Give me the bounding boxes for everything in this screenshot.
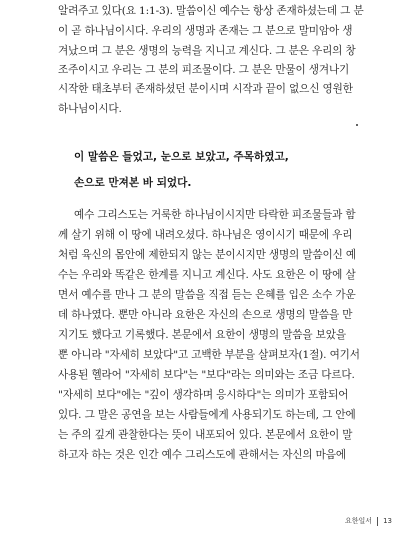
paragraph1-line: 알려주고 있다(요 1:1-3). 말씀이신 예수는 항상 존재하셨는데 그 분 (58, 5, 364, 17)
paragraph1-line: 하나님이시다. (58, 103, 122, 115)
paragraph1-line: 겨났으며 그 분은 생명의 능력을 지니고 계신다. 그 분은 우리의 창 (58, 45, 356, 57)
paragraph2-line: 뿐 아니라 "자세히 보았다"고 고백한 부분을 살펴보자(1절). 여기서 (58, 349, 360, 361)
footer-divider (377, 517, 378, 526)
paragraph1-line: 조주이시고 우리는 그 분의 피조물이다. 그 분은 만물이 생겨나기 (58, 64, 350, 76)
paragraph1-line: 시작한 태초부터 존재하셨던 분이시며 시작과 끝이 없으신 영원한 (58, 83, 353, 95)
paragraph2-line: 하고자 하는 것은 인간 예수 그리스도에 관해서는 자신의 마음에 (58, 449, 346, 461)
paragraph2-line: 는 주의 깊게 관찰한다는 뜻이 내포되어 있다. 본문에서 요한이 말 (58, 429, 353, 441)
running-title: 요한일서 (345, 517, 373, 525)
paragraph2-line: 처럼 육신의 몸안에 제한되지 않는 분이시지만 생명의 말씀이신 예 (58, 249, 356, 261)
paragraph2-line: 사용된 헬라어 "자세히 보다"는 "보다"라는 의미와는 조금 다르다. (58, 369, 355, 381)
paragraph2-line: 데 하나였다. 뿐만 아니라 요한은 자신의 손으로 생명의 말씀을 만 (58, 309, 353, 321)
paragraph2-line: 면서 예수를 만나 그 분의 말씀을 직접 듣는 은혜를 입은 소수 가운 (58, 289, 356, 301)
section-heading-line: 이 말씀은 들었고, 눈으로 보았고, 주목하였고, (74, 151, 289, 163)
paragraph2-line: 께 살기 위해 이 땅에 내려오셨다. 하나님은 영이시기 때문에 우리 (58, 229, 353, 241)
paragraph2-line: 수는 우리와 똑같은 한계를 지니고 계신다. 사도 요한은 이 땅에 살 (58, 269, 356, 281)
paragraph2-line: 지기도 했다고 기록했다. 본문에서 요한이 생명의 말씀을 보았을 (58, 329, 346, 341)
page-number: 13 (383, 517, 392, 525)
paragraph2-line: 예수 그리스도는 거룩한 하나님이시지만 타락한 피조물들과 함 (74, 209, 356, 221)
page-footer (345, 516, 392, 526)
paragraph1-line: 이 곧 하나님이시다. 우리의 생명과 존재는 그 분으로 말미암아 생 (58, 25, 353, 37)
paragraph2-line: "자세히 보다"에는 "깊이 생각하며 응시하다"는 의미가 포함되어 (58, 389, 349, 401)
paragraph2-line: 있다. 그 말은 공연을 보는 사람들에게 사용되기도 하는데, 그 안에 (58, 409, 356, 421)
stray-mark (356, 124, 358, 126)
section-heading-line: 손으로 만져본 바 되었다. (74, 177, 192, 189)
